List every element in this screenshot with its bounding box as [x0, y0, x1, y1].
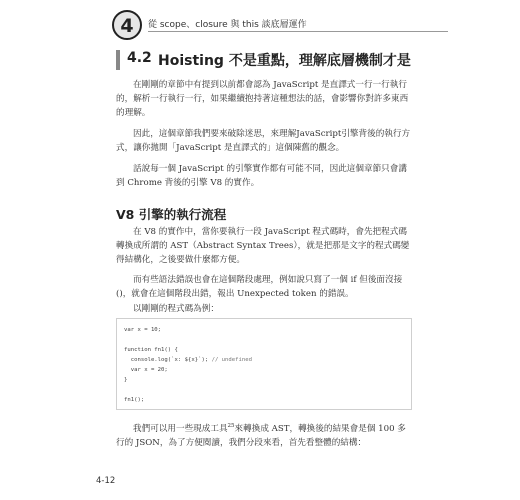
header-divider [148, 31, 448, 32]
code-line: function fn1() { [124, 347, 178, 353]
subsection-title: V8 引擎的執行流程 [116, 207, 227, 222]
paragraph-text: 在剛剛的章節中有提到以前都會認為 JavaScript 是直譯式一行一行執行的，解析一行執行一行，如果繼續抱持著這種想法的話，會影響你對許多東西的理解。 [116, 80, 409, 118]
paragraph-text: 我們可以用一些現成工具 [133, 423, 228, 434]
paragraph-text: 話說每一個 JavaScript 的引擎實作都有可能不同，因此這個章節只會講到 Chrome 背後的引擎 V8 的實作。 [116, 164, 407, 188]
paragraph-text: 而有些語法錯誤也會在這個階段處理，例如說只寫了一個 if 但後面沒接 ()，就會在這個階段出錯，報出 Unexpected token 的錯誤。 [116, 275, 403, 299]
paragraph-text: 來轉換成 AST，轉換後的結果會是個 100 多行的 JSON，為了方便閱讀，我們分段來看，首先看整體的結構： [116, 423, 406, 448]
code-line: } [124, 377, 128, 383]
code-block [116, 318, 412, 410]
chapter-number: 4 [120, 15, 134, 37]
section-number: 4.2 [127, 50, 152, 66]
chapter-title: 從 scope、closure 與 this 談底層運作 [148, 20, 307, 30]
code-line: var x = 10; [124, 327, 162, 333]
v8-paragraph-3 [116, 302, 412, 316]
intro-paragraph-2 [116, 127, 412, 155]
code-line: console.log(`x: ${x}`); // undefined [124, 357, 252, 363]
v8-paragraph-2 [116, 273, 412, 301]
intro-paragraph-3 [116, 162, 412, 190]
code-comment: // undefined [211, 357, 252, 363]
page-number: 4-12 [96, 476, 116, 486]
paragraph-text: 因此，這個章節我們要來破除迷思，來理解JavaScript引擎背後的執行方式，讓你拋開「JavaScript 是直譯式的」這個陳舊的觀念。 [116, 129, 411, 153]
closing-paragraph [116, 419, 412, 450]
code-line: fn1(); [124, 397, 145, 403]
code-line: var x = 20; [124, 367, 168, 373]
v8-paragraph-1 [116, 225, 412, 267]
footnote-ref[interactable]: 25 [227, 423, 235, 429]
section-title: Hoisting 不是重點，理解底層機制才是 [158, 53, 411, 69]
paragraph-text: 以剛剛的程式碼為例： [133, 304, 219, 314]
chapter-number-badge [112, 10, 142, 40]
section-marker-bar [116, 50, 120, 70]
paragraph-text: 在 V8 的實作中，當你要執行一段 JavaScript 程式碼時，會先把程式碼轉換成所謂的 AST（Abstract Syntax Trees），就是把那是文字的程式碼變得結構化，之後要做什麼都方便。 [116, 227, 410, 265]
intro-paragraph-1 [116, 78, 412, 120]
